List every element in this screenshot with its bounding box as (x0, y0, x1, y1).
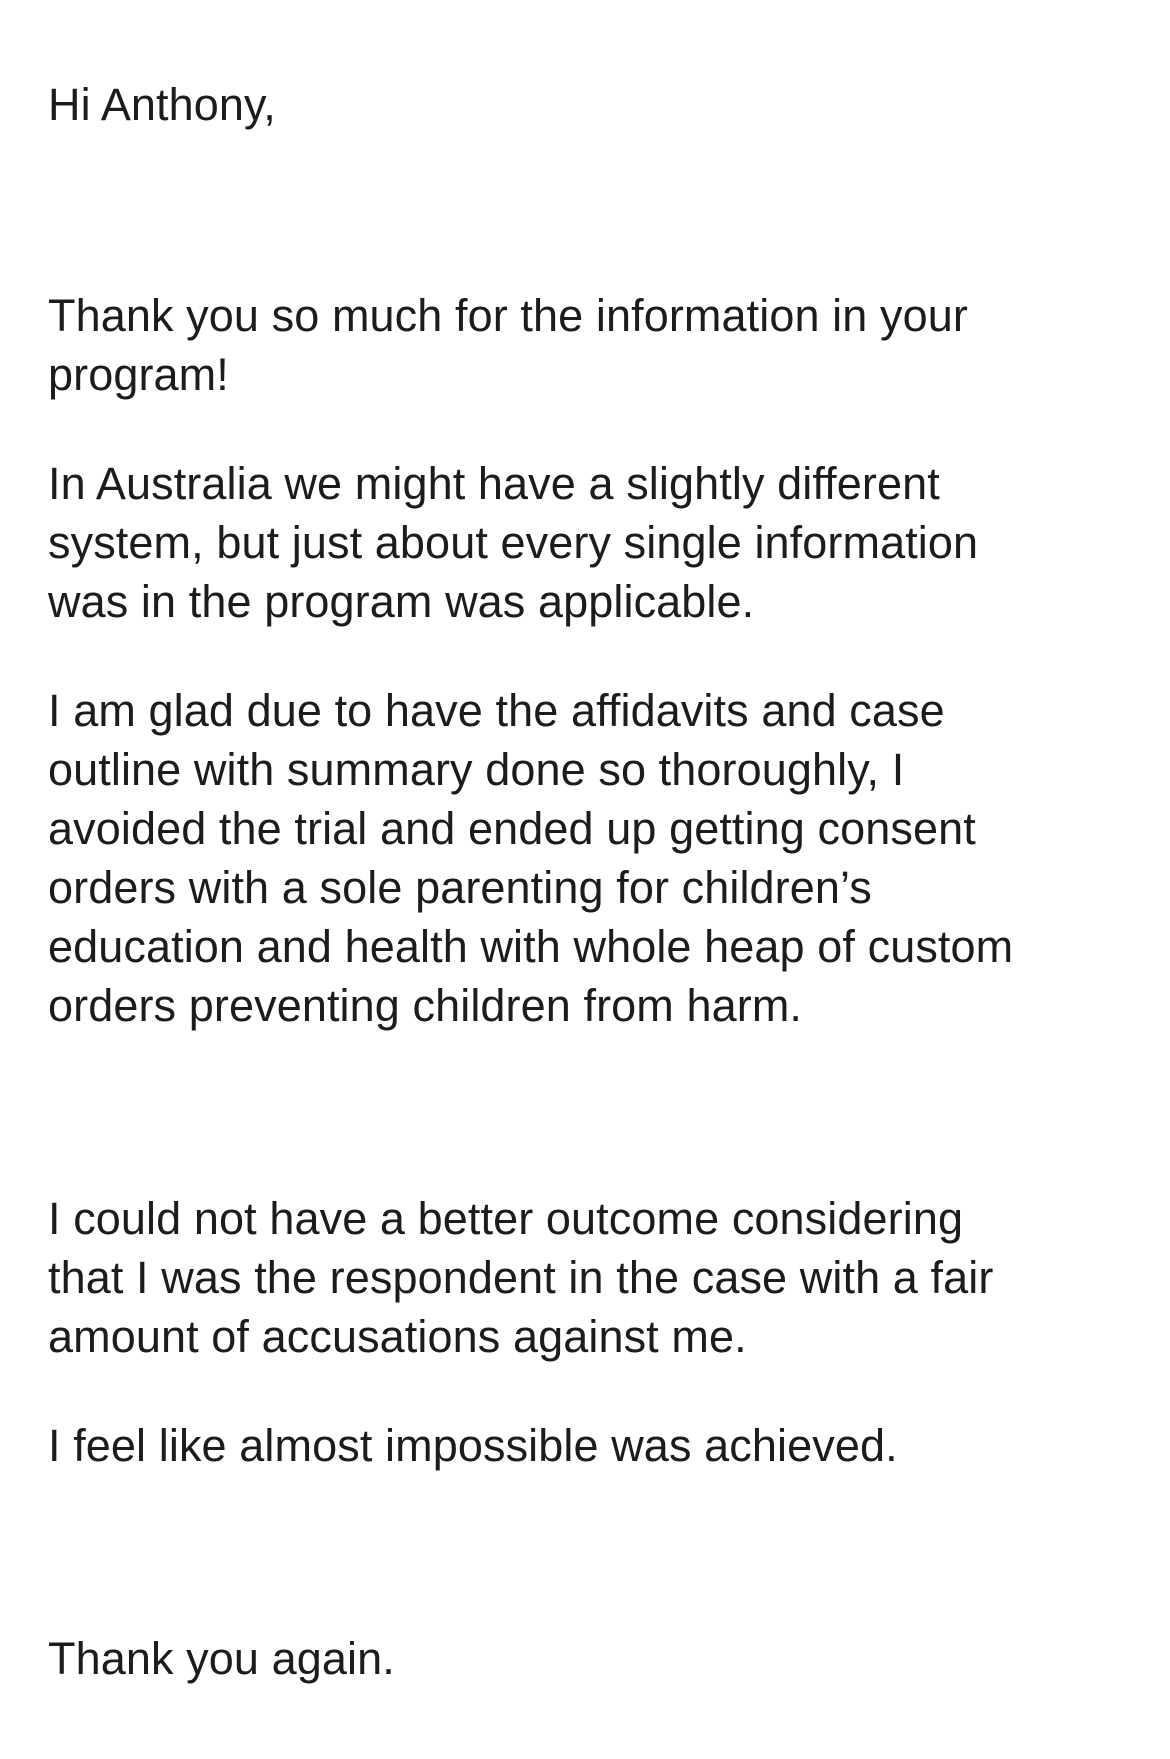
text-line: program! (48, 349, 229, 400)
text-line: avoided the trial and ended up getting consent (48, 803, 976, 854)
closing: Thank you again. (48, 1633, 395, 1684)
text-line: Thank you so much for the information in your (48, 290, 968, 341)
text-line: was in the program was applicable. (48, 576, 755, 627)
text-line: system, but just about every single information (48, 517, 979, 568)
text-line: I am glad due to have the affidavits and case (48, 685, 945, 736)
text-line: In Australia we might have a slightly different (48, 458, 940, 509)
text-line: amount of accusations against me. (48, 1311, 747, 1362)
text-line: outline with summary done so thoroughly, I (48, 744, 905, 795)
text-line: education and health with whole heap of custom (48, 921, 1014, 972)
text-line: orders with a sole parenting for children’s (48, 862, 872, 913)
text-line: that I was the respondent in the case with a fair (48, 1252, 994, 1303)
text-line: orders preventing children from harm. (48, 980, 803, 1031)
text-line: I could not have a better outcome considering (48, 1193, 964, 1244)
paragraph-achieved: I feel like almost impossible was achieved. (48, 1420, 898, 1471)
greeting: Hi Anthony, (48, 79, 276, 130)
